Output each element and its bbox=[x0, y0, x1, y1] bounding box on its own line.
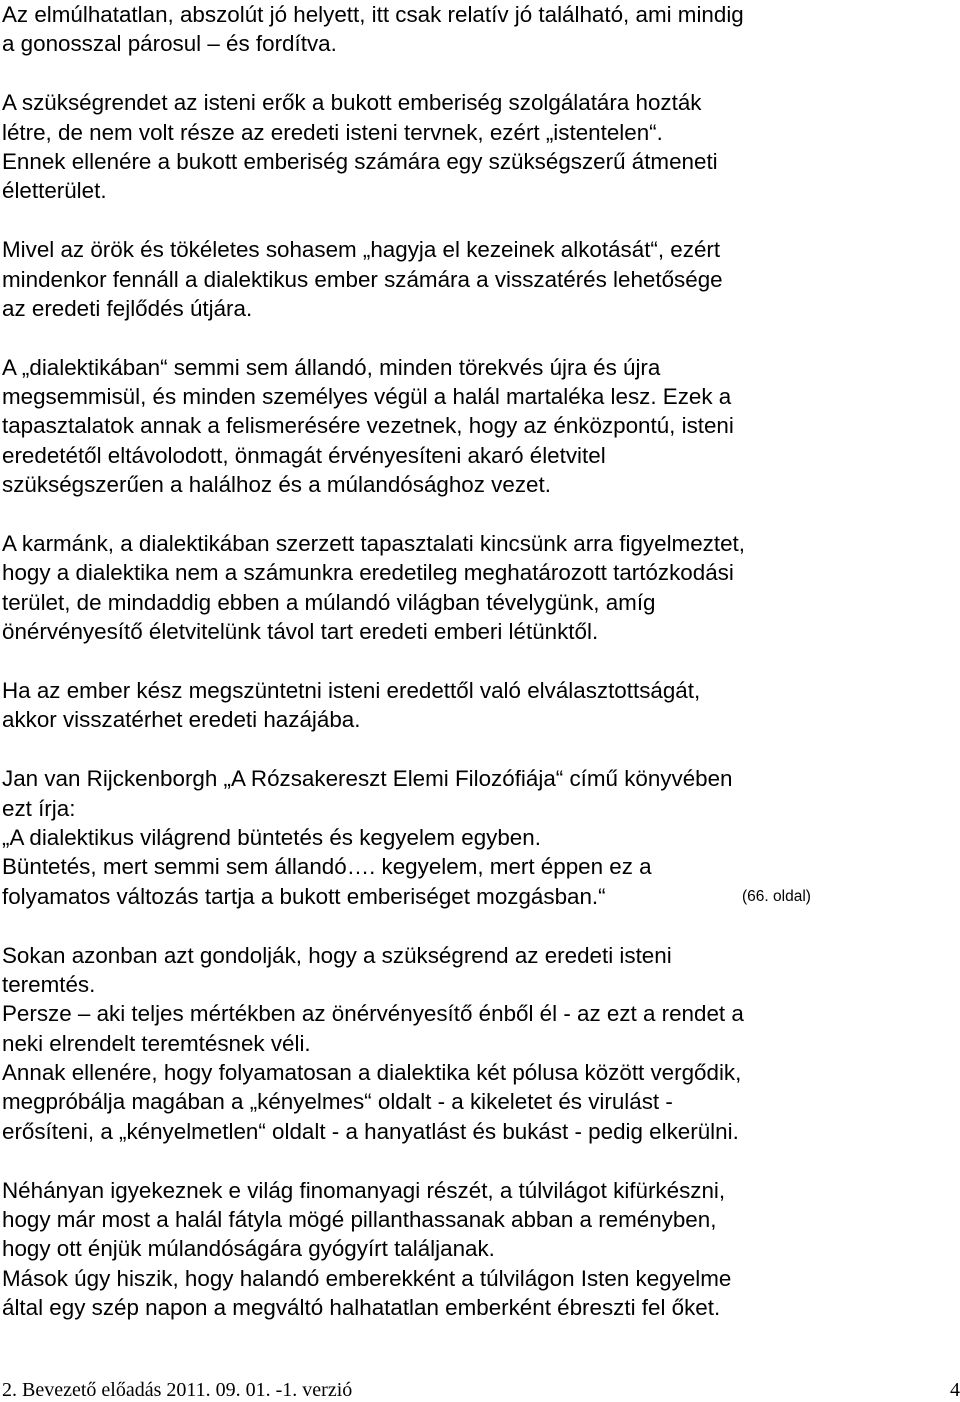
text-line: teremtés. bbox=[2, 971, 96, 997]
paragraph-1 bbox=[2, 0, 952, 59]
text-line: terület, de mindaddig ebben a múlandó világban tévelygünk, amíg bbox=[2, 589, 656, 615]
quote-line: Büntetés, mert semmi sem állandó…. kegyelem, mert éppen ez a bbox=[2, 854, 652, 880]
text-line: hogy ott énjük múlandóságára gyógyírt találjanak. bbox=[2, 1236, 495, 1262]
paragraph-4 bbox=[2, 353, 952, 500]
document-body bbox=[2, 0, 952, 1323]
text-line: Annak ellenére, hogy folyamatosan a dialektika két pólusa között vergődik, bbox=[2, 1060, 742, 1086]
text-line: létre, de nem volt része az eredeti isteni tervnek, ezért „istentelen“. bbox=[2, 119, 663, 145]
text-line: Sokan azonban azt gondolják, hogy a szükségrend az eredeti isteni bbox=[2, 942, 672, 968]
text-line: akkor visszatérhet eredeti hazájába. bbox=[2, 707, 361, 733]
text-line: önérvényesítő életvitelünk távol tart eredeti emberi létünktől. bbox=[2, 619, 599, 645]
paragraph-3 bbox=[2, 235, 952, 323]
quote-block bbox=[2, 764, 952, 911]
quote-line: „A dialektikus világrend büntetés és kegyelem egyben. bbox=[2, 824, 541, 850]
paragraph-2 bbox=[2, 88, 952, 206]
text-line: tapasztalatok annak a felismerésére vezetnek, hogy az énközpontú, isteni bbox=[2, 413, 734, 439]
text-line: az eredeti fejlődés útjára. bbox=[2, 295, 253, 321]
text-line: A karmánk, a dialektikában szerzett tapasztalati kincsünk arra figyelmeztet, bbox=[2, 531, 745, 557]
quote-intro-line: Jan van Rijckenborgh „A Rózsakereszt Elemi Filozófiája“ című könyvében bbox=[2, 766, 733, 792]
text-line: A szükségrendet az isteni erők a bukott emberiség szolgálatára hozták bbox=[2, 90, 702, 116]
text-line: szükségszerűen a halálhoz és a múlandósághoz vezet. bbox=[2, 472, 551, 498]
text-line: eredetétől eltávolodott, önmagát érvényesíteni akaró életvitel bbox=[2, 442, 606, 468]
quote-intro-line: ezt írja: bbox=[2, 795, 76, 821]
page-number: 4 bbox=[950, 1379, 960, 1401]
paragraph-8 bbox=[2, 1176, 952, 1323]
quote-line bbox=[2, 882, 952, 911]
text-line: által egy szép napon a megváltó halhatatlan emberként ébreszti fel őket. bbox=[2, 1295, 721, 1321]
quote-last-text: folyamatos változás tartja a bukott emberiséget mozgásban.“ bbox=[2, 883, 606, 909]
text-line: Persze – aki teljes mértékben az önérvényesítő énből él - az ezt a rendet a bbox=[2, 1001, 744, 1027]
text-line: megpróbálja magában a „kényelmes“ oldalt - a kikeletet és virulást - bbox=[2, 1089, 673, 1115]
paragraph-5 bbox=[2, 529, 952, 647]
text-line: hogy már most a halál fátyla mögé pillanthassanak abban a reményben, bbox=[2, 1207, 717, 1233]
footer-document-info: 2. Bevezető előadás 2011. 09. 01. -1. verzió bbox=[2, 1379, 353, 1401]
page-footer bbox=[0, 1378, 960, 1402]
text-line: hogy a dialektika nem a számunkra eredetileg meghatározott tartózkodási bbox=[2, 560, 734, 586]
text-line: Ennek ellenére a bukott emberiség számára egy szükségszerű átmeneti bbox=[2, 148, 718, 174]
text-line: Ha az ember kész megszüntetni isteni eredettől való elválasztottságát, bbox=[2, 677, 701, 703]
text-line: mindenkor fennáll a dialektikus ember számára a visszatérés lehetősége bbox=[2, 266, 723, 292]
text-line: Néhányan igyekeznek e világ finomanyagi részét, a túlvilágot kifürkészni, bbox=[2, 1177, 726, 1203]
text-line: A „dialektikában“ semmi sem állandó, minden törekvés újra és újra bbox=[2, 354, 661, 380]
text-line: Az elmúlhatatlan, abszolút jó helyett, itt csak relatív jó található, ami mindig bbox=[2, 2, 744, 27]
text-line: neki elrendelt teremtésnek véli. bbox=[2, 1030, 311, 1056]
text-line: Mivel az örök és tökéletes sohasem „hagyja el kezeinek alkotását“, ezért bbox=[2, 237, 721, 263]
text-line: megsemmisül, és minden személyes végül a halál martaléka lesz. Ezek a bbox=[2, 384, 732, 410]
text-line: erősíteni, a „kényelmetlen“ oldalt - a hanyatlást és bukást - pedig elkerülni. bbox=[2, 1118, 739, 1144]
text-line: a gonosszal párosul – és fordítva. bbox=[2, 31, 337, 57]
paragraph-7 bbox=[2, 941, 952, 1147]
text-line: Mások úgy hiszik, hogy halandó emberekként a túlvilágon Isten kegyelme bbox=[2, 1265, 732, 1291]
paragraph-6 bbox=[2, 676, 952, 735]
page-reference: (66. oldal) bbox=[742, 887, 811, 905]
text-line: életterület. bbox=[2, 178, 107, 204]
